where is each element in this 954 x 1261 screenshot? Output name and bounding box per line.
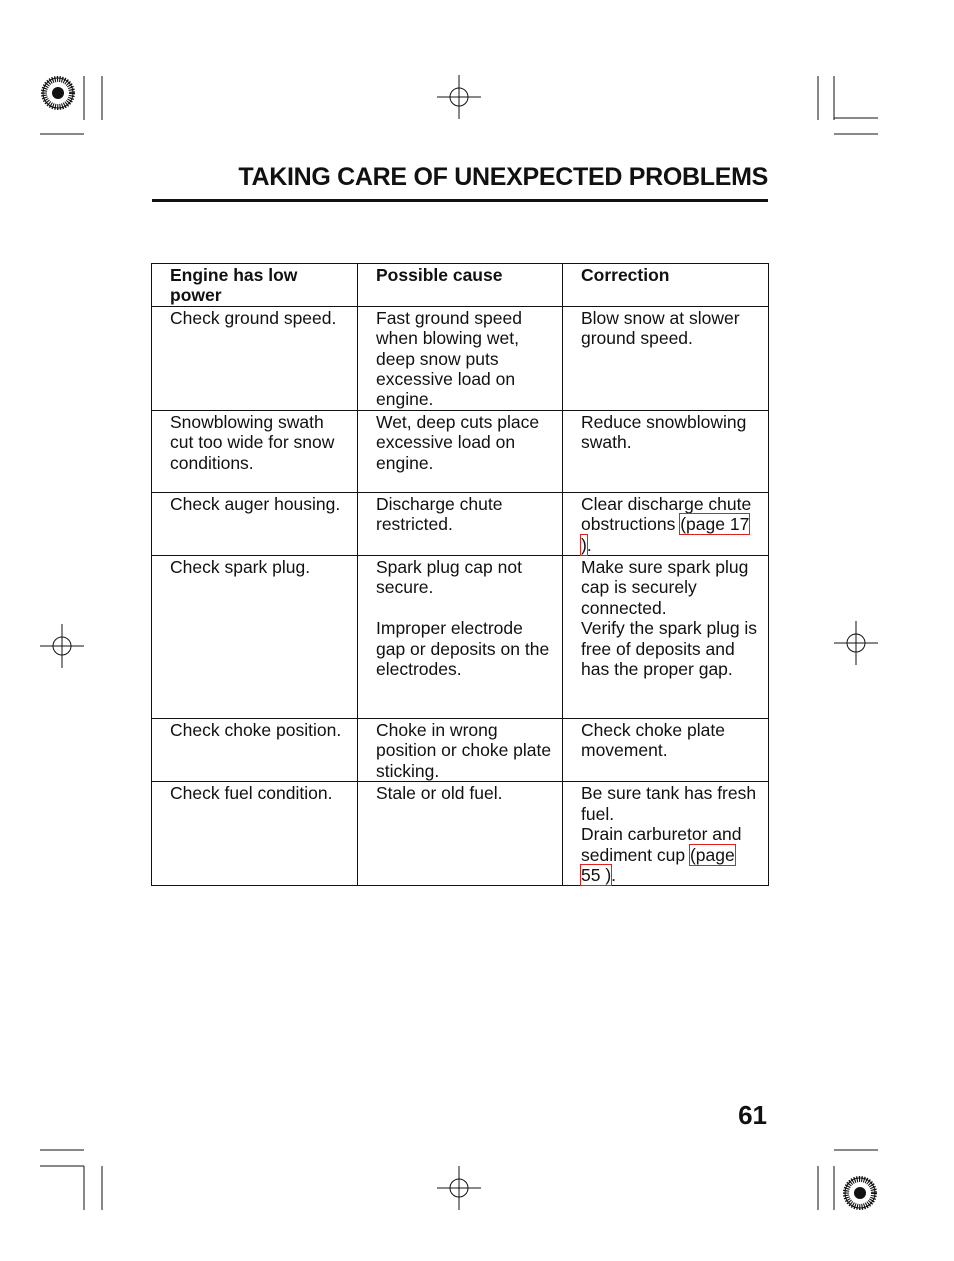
correction-cell: Blow snow at slower ground speed. [563,306,769,410]
table-row [152,410,769,492]
cause-text: Spark plug cap not secure. [376,557,522,598]
page-number: 61 [738,1100,767,1130]
check-cell: Check spark plug. [152,556,358,719]
correction-cell: Reduce snowblowing swath. [563,410,769,492]
check-cell: Check ground speed. [152,306,358,410]
table-row [152,306,769,410]
cause-cell: Choke in wrong position or choke plate sticking. [358,719,563,782]
correction-text: Be sure tank has fresh fuel. [581,783,757,824]
title-underline [152,199,768,202]
correction-text: Clear discharge chute obstructions [581,493,752,535]
check-cell: Check fuel condition. [152,782,358,886]
table-header-row [152,264,769,307]
table-row [152,556,769,719]
table-row [152,719,769,782]
correction-cell [563,556,769,719]
cause-cell: Wet, deep cuts place excessive load on engine. [358,410,563,492]
correction-text: Verify the spark plug is free of deposits and has the proper gap. [581,618,758,680]
check-cell: Check auger housing. [152,492,358,555]
page-reference-link[interactable]: (page 17 ) [581,514,750,555]
cause-text: Improper electrode gap or deposits on the electrodes. [376,618,550,680]
page-reference-link[interactable]: (page 55 ) [581,844,735,885]
troubleshooting-table [151,263,769,886]
column-header-correction: Correction [563,264,769,307]
correction-cell [563,782,769,886]
correction-text: Drain carburetor and sediment cup [581,824,742,865]
table-row [152,492,769,555]
correction-period: . [611,864,617,885]
cause-cell: Fast ground speed when blowing wet, deep snow puts excessive load on engine. [358,306,563,410]
correction-cell [563,492,769,555]
correction-period: . [586,534,592,555]
table-row [152,782,769,886]
check-cell: Snowblowing swath cut too wide for snow conditions. [152,410,358,492]
check-cell: Check choke position. [152,719,358,782]
registration-sunburst-icon [845,1178,875,1208]
registration-sunburst-icon [43,78,73,108]
column-header-symptom: Engine has low power [152,264,358,307]
column-header-cause: Possible cause [358,264,563,307]
cause-cell: Stale or old fuel. [358,782,563,886]
cause-cell [358,556,563,719]
correction-cell: Check choke plate movement. [563,719,769,782]
correction-text: Make sure spark plug cap is securely connected. [581,557,749,618]
page-title: TAKING CARE OF UNEXPECTED PROBLEMS [238,163,768,191]
cause-cell: Discharge chute restricted. [358,492,563,555]
